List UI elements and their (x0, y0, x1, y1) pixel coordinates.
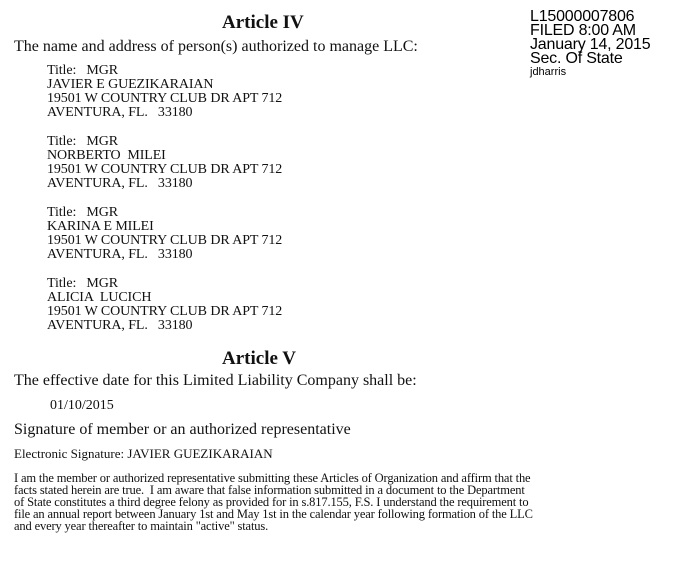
manager-street: 19501 W COUNTRY CLUB DR APT 712 (47, 91, 283, 106)
manager-street: 19501 W COUNTRY CLUB DR APT 712 (47, 233, 283, 248)
manager-name: JAVIER E GUEZIKARAIAN (47, 77, 214, 92)
filing-office: Sec. Of State (530, 50, 623, 67)
manager-title: Title: MGR (47, 205, 119, 220)
affirmation-line: of State constitutes a third degree felony as provided for in s.817.155, F.S. I understand the requirement to (14, 495, 529, 509)
manager-city: AVENTURA, FL. 33180 (47, 176, 193, 191)
manager-street: 19501 W COUNTRY CLUB DR APT 712 (47, 304, 283, 319)
clerk-name: jdharris (530, 66, 567, 78)
affirmation-line: file an annual report between January 1st and May 1st in the calendar year following formation of the LLC (14, 507, 533, 521)
affirmation-line: I am the member or authorized representative submitting these Articles of Organization and affirm that the (14, 471, 531, 485)
article-iv-intro: The name and address of person(s) authorized to manage LLC: (14, 38, 418, 55)
manager-name: ALICIA LUCICH (47, 290, 152, 305)
manager-city: AVENTURA, FL. 33180 (47, 318, 193, 333)
manager-name: KARINA E MILEI (47, 219, 154, 234)
manager-city: AVENTURA, FL. 33180 (47, 105, 193, 120)
affirmation-line: facts stated herein are true. I am aware that false information submitted in a document to the Department (14, 483, 525, 497)
manager-entry (47, 64, 282, 120)
manager-entry (47, 206, 282, 262)
affirmation-statement (14, 472, 533, 532)
manager-title: Title: MGR (47, 134, 119, 149)
article-v-heading: Article V (222, 348, 297, 369)
article-v-intro: The effective date for this Limited Liability Company shall be: (14, 372, 417, 389)
manager-name: NORBERTO MILEI (47, 148, 166, 163)
effective-date: 01/10/2015 (50, 398, 114, 413)
manager-entry (47, 135, 282, 191)
electronic-signature: Electronic Signature: JAVIER GUEZIKARAIAN (14, 446, 273, 461)
filed-date: January 14, 2015 (530, 36, 651, 53)
article-iv-heading: Article IV (222, 12, 304, 33)
manager-title: Title: MGR (47, 276, 119, 291)
signature-heading: Signature of member or an authorized representative (14, 421, 351, 438)
manager-city: AVENTURA, FL. 33180 (47, 247, 193, 262)
filed-time: FILED 8:00 AM (530, 22, 636, 39)
manager-entry (47, 277, 282, 333)
affirmation-line: and every year thereafter to maintain "active" status. (14, 519, 269, 533)
manager-title: Title: MGR (47, 63, 119, 78)
manager-street: 19501 W COUNTRY CLUB DR APT 712 (47, 162, 283, 177)
document-number: L15000007806 (530, 8, 635, 25)
filing-stamp (530, 10, 650, 78)
